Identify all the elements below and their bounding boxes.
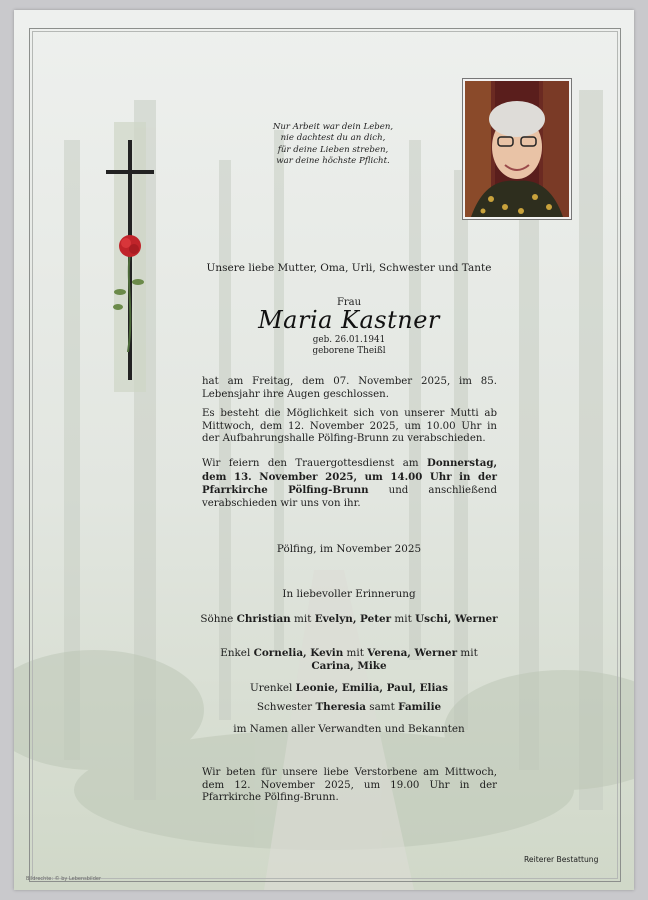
intro-line: Unsere liebe Mutter, Oma, Urli, Schwester und Tante — [206, 262, 492, 274]
family-names: Christian — [236, 613, 291, 625]
family-names: Familie — [398, 701, 442, 713]
service-text: Wir feiern den Trauergottesdienst am — [202, 458, 427, 469]
family-names: Carina, Mike — [311, 660, 387, 672]
family-names: Evelyn, Peter — [314, 613, 392, 625]
family-names: Theresia — [315, 701, 366, 713]
family-label: Söhne — [200, 613, 237, 625]
poem-line: war deine höchste Pflicht. — [276, 156, 390, 167]
viewing-paragraph: Es besteht die Möglichkeit sich von unserer Mutti ab Mittwoch, dem 12. November 2025, um 10.00 Uhr in der Aufbahrungshalle Pölfing-Brunn zu verabschieden. — [202, 408, 497, 445]
family-grandchildren — [199, 647, 499, 673]
family-names: Cornelia, Kevin — [253, 647, 344, 659]
family-connector: samt — [365, 701, 399, 713]
poem — [244, 122, 422, 168]
funeral-home-name: Reiterer Bestattung — [524, 855, 599, 864]
family-names: Uschi, Werner — [415, 613, 498, 625]
deceased-name: Maria Kastner — [258, 306, 440, 334]
maiden-name: geborene Theißl — [312, 346, 386, 356]
family-names: Leonie, Emilia, Paul, Elias — [295, 682, 448, 694]
service-paragraph — [202, 457, 497, 510]
family-relatives: im Namen aller Verwandten und Bekannten — [233, 723, 465, 735]
obituary-sheet — [14, 10, 634, 890]
family-connector: mit — [343, 647, 368, 659]
family-names: Verena, Werner — [367, 647, 458, 659]
poem-line: nie dachtest du an dich, — [280, 133, 386, 144]
family-label: Enkel — [220, 647, 254, 659]
birth-date: geb. 26.01.1941 — [312, 335, 386, 345]
poem-line: Nur Arbeit war dein Leben, — [272, 122, 394, 132]
place-date: Pölfing, im November 2025 — [276, 543, 422, 555]
portrait-photo — [463, 79, 571, 219]
poem-line: für deine Lieben streben, — [277, 144, 389, 155]
birth-info — [179, 335, 519, 357]
family-label: Urenkel — [250, 682, 296, 694]
cross-with-rose-emblem — [100, 122, 160, 392]
family-connector: mit — [457, 647, 478, 659]
family-great-grandchildren — [179, 682, 519, 695]
photo-credit: Bildrechte: © by Lebensbilder — [26, 876, 101, 882]
death-paragraph: hat am Freitag, dem 07. November 2025, im 85. Lebensjahr ihre Augen geschlossen. — [202, 376, 497, 400]
prayer-paragraph: Wir beten für unsere liebe Verstorbene am Mittwoch, dem 12. November 2025, um 19.00 Uhr in der Pfarrkirche Pölfing-Brunn. — [202, 767, 497, 804]
title-word: Frau — [336, 297, 362, 308]
family-sister — [179, 701, 519, 714]
family-connector: mit — [290, 613, 315, 625]
family-sons — [199, 613, 499, 626]
memory-line: In liebevoller Erinnerung — [282, 588, 416, 600]
family-connector: mit — [391, 613, 416, 625]
service-text-end: und anschließend verabschieden wir uns von ihr. — [202, 485, 497, 509]
family-label: Schwester — [256, 701, 316, 713]
service-date-place: Donnerstag, dem 13. November 2025, um 14.00 Uhr in der Pfarrkirche Pölfing-Brunn — [202, 457, 497, 497]
